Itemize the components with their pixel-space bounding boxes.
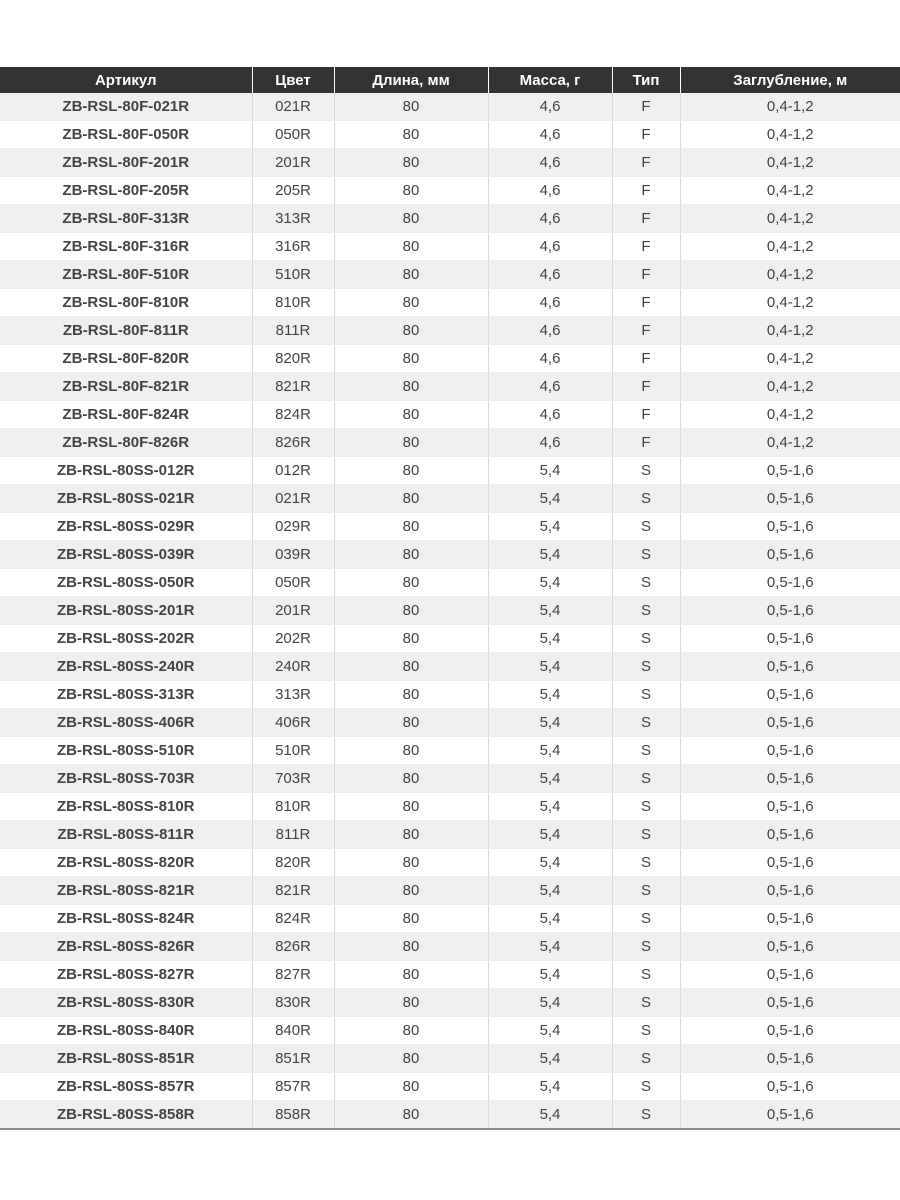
cell-type: S bbox=[612, 989, 680, 1017]
cell-length: 80 bbox=[334, 625, 488, 653]
cell-mass: 5,4 bbox=[488, 681, 612, 709]
cell-color: 824R bbox=[252, 401, 334, 429]
cell-color: 824R bbox=[252, 905, 334, 933]
cell-depth: 0,5-1,6 bbox=[680, 1045, 900, 1073]
cell-article: ZB-RSL-80SS-820R bbox=[0, 849, 252, 877]
cell-mass: 4,6 bbox=[488, 177, 612, 205]
table-row bbox=[0, 681, 900, 709]
cell-length: 80 bbox=[334, 345, 488, 373]
cell-length: 80 bbox=[334, 261, 488, 289]
cell-mass: 5,4 bbox=[488, 1101, 612, 1130]
cell-color: 851R bbox=[252, 1045, 334, 1073]
table-row bbox=[0, 149, 900, 177]
table-header-row bbox=[0, 67, 900, 93]
cell-article: ZB-RSL-80F-811R bbox=[0, 317, 252, 345]
cell-depth: 0,4-1,2 bbox=[680, 317, 900, 345]
cell-depth: 0,4-1,2 bbox=[680, 345, 900, 373]
cell-depth: 0,5-1,6 bbox=[680, 765, 900, 793]
cell-length: 80 bbox=[334, 485, 488, 513]
cell-type: S bbox=[612, 737, 680, 765]
cell-color: 810R bbox=[252, 289, 334, 317]
cell-length: 80 bbox=[334, 1073, 488, 1101]
cell-length: 80 bbox=[334, 905, 488, 933]
cell-type: F bbox=[612, 289, 680, 317]
cell-type: S bbox=[612, 597, 680, 625]
cell-mass: 4,6 bbox=[488, 233, 612, 261]
cell-color: 821R bbox=[252, 877, 334, 905]
cell-depth: 0,5-1,6 bbox=[680, 485, 900, 513]
cell-type: F bbox=[612, 233, 680, 261]
cell-length: 80 bbox=[334, 765, 488, 793]
cell-depth: 0,5-1,6 bbox=[680, 569, 900, 597]
cell-article: ZB-RSL-80SS-840R bbox=[0, 1017, 252, 1045]
table-row bbox=[0, 877, 900, 905]
cell-depth: 0,4-1,2 bbox=[680, 93, 900, 121]
cell-mass: 4,6 bbox=[488, 429, 612, 457]
table-row bbox=[0, 261, 900, 289]
cell-color: 021R bbox=[252, 485, 334, 513]
cell-article: ZB-RSL-80F-510R bbox=[0, 261, 252, 289]
cell-mass: 5,4 bbox=[488, 737, 612, 765]
cell-color: 202R bbox=[252, 625, 334, 653]
cell-mass: 5,4 bbox=[488, 849, 612, 877]
cell-length: 80 bbox=[334, 737, 488, 765]
cell-mass: 5,4 bbox=[488, 1017, 612, 1045]
cell-type: S bbox=[612, 681, 680, 709]
cell-article: ZB-RSL-80SS-021R bbox=[0, 485, 252, 513]
table-row bbox=[0, 401, 900, 429]
cell-color: 205R bbox=[252, 177, 334, 205]
cell-type: S bbox=[612, 541, 680, 569]
cell-mass: 5,4 bbox=[488, 625, 612, 653]
cell-mass: 5,4 bbox=[488, 933, 612, 961]
cell-color: 201R bbox=[252, 149, 334, 177]
cell-depth: 0,5-1,6 bbox=[680, 1017, 900, 1045]
cell-depth: 0,4-1,2 bbox=[680, 401, 900, 429]
cell-depth: 0,5-1,6 bbox=[680, 793, 900, 821]
cell-type: S bbox=[612, 513, 680, 541]
cell-length: 80 bbox=[334, 933, 488, 961]
cell-length: 80 bbox=[334, 373, 488, 401]
cell-mass: 4,6 bbox=[488, 345, 612, 373]
cell-color: 826R bbox=[252, 933, 334, 961]
cell-article: ZB-RSL-80SS-830R bbox=[0, 989, 252, 1017]
cell-article: ZB-RSL-80F-021R bbox=[0, 93, 252, 121]
cell-depth: 0,5-1,6 bbox=[680, 989, 900, 1017]
table-row bbox=[0, 597, 900, 625]
table-row bbox=[0, 765, 900, 793]
cell-length: 80 bbox=[334, 541, 488, 569]
table-row bbox=[0, 709, 900, 737]
cell-mass: 5,4 bbox=[488, 541, 612, 569]
cell-color: 510R bbox=[252, 261, 334, 289]
cell-article: ZB-RSL-80F-205R bbox=[0, 177, 252, 205]
cell-mass: 5,4 bbox=[488, 765, 612, 793]
table-row bbox=[0, 289, 900, 317]
cell-article: ZB-RSL-80SS-824R bbox=[0, 905, 252, 933]
cell-length: 80 bbox=[334, 93, 488, 121]
cell-color: 316R bbox=[252, 233, 334, 261]
cell-article: ZB-RSL-80SS-826R bbox=[0, 933, 252, 961]
cell-type: S bbox=[612, 793, 680, 821]
cell-length: 80 bbox=[334, 233, 488, 261]
cell-depth: 0,5-1,6 bbox=[680, 457, 900, 485]
table-row bbox=[0, 177, 900, 205]
table-row bbox=[0, 233, 900, 261]
cell-mass: 5,4 bbox=[488, 457, 612, 485]
cell-mass: 5,4 bbox=[488, 821, 612, 849]
cell-type: S bbox=[612, 653, 680, 681]
cell-depth: 0,4-1,2 bbox=[680, 429, 900, 457]
cell-article: ZB-RSL-80F-316R bbox=[0, 233, 252, 261]
cell-length: 80 bbox=[334, 121, 488, 149]
cell-color: 012R bbox=[252, 457, 334, 485]
header-mass: Масса, г bbox=[488, 67, 612, 93]
table-body bbox=[0, 93, 900, 1129]
cell-mass: 5,4 bbox=[488, 513, 612, 541]
cell-mass: 4,6 bbox=[488, 205, 612, 233]
cell-length: 80 bbox=[334, 989, 488, 1017]
cell-type: S bbox=[612, 1017, 680, 1045]
cell-color: 050R bbox=[252, 121, 334, 149]
cell-article: ZB-RSL-80SS-851R bbox=[0, 1045, 252, 1073]
cell-color: 840R bbox=[252, 1017, 334, 1045]
table-row bbox=[0, 905, 900, 933]
cell-mass: 4,6 bbox=[488, 121, 612, 149]
table-row bbox=[0, 1045, 900, 1073]
table-row bbox=[0, 1101, 900, 1130]
cell-mass: 4,6 bbox=[488, 401, 612, 429]
cell-length: 80 bbox=[334, 877, 488, 905]
cell-article: ZB-RSL-80F-820R bbox=[0, 345, 252, 373]
cell-depth: 0,5-1,6 bbox=[680, 1101, 900, 1130]
cell-mass: 4,6 bbox=[488, 317, 612, 345]
cell-length: 80 bbox=[334, 821, 488, 849]
table-row bbox=[0, 513, 900, 541]
cell-color: 313R bbox=[252, 205, 334, 233]
header-color: Цвет bbox=[252, 67, 334, 93]
cell-color: 857R bbox=[252, 1073, 334, 1101]
cell-article: ZB-RSL-80F-826R bbox=[0, 429, 252, 457]
cell-article: ZB-RSL-80SS-827R bbox=[0, 961, 252, 989]
cell-length: 80 bbox=[334, 653, 488, 681]
cell-type: S bbox=[612, 849, 680, 877]
cell-type: F bbox=[612, 373, 680, 401]
cell-type: S bbox=[612, 961, 680, 989]
cell-depth: 0,4-1,2 bbox=[680, 205, 900, 233]
cell-depth: 0,5-1,6 bbox=[680, 737, 900, 765]
cell-depth: 0,4-1,2 bbox=[680, 121, 900, 149]
cell-article: ZB-RSL-80F-050R bbox=[0, 121, 252, 149]
cell-length: 80 bbox=[334, 149, 488, 177]
cell-length: 80 bbox=[334, 205, 488, 233]
cell-mass: 4,6 bbox=[488, 149, 612, 177]
cell-type: S bbox=[612, 821, 680, 849]
cell-type: S bbox=[612, 877, 680, 905]
cell-mass: 5,4 bbox=[488, 597, 612, 625]
header-length: Длина, мм bbox=[334, 67, 488, 93]
cell-length: 80 bbox=[334, 401, 488, 429]
cell-mass: 5,4 bbox=[488, 905, 612, 933]
cell-article: ZB-RSL-80SS-811R bbox=[0, 821, 252, 849]
cell-mass: 4,6 bbox=[488, 93, 612, 121]
cell-type: F bbox=[612, 401, 680, 429]
table-row bbox=[0, 457, 900, 485]
table-row bbox=[0, 737, 900, 765]
cell-type: F bbox=[612, 345, 680, 373]
cell-type: S bbox=[612, 933, 680, 961]
cell-depth: 0,5-1,6 bbox=[680, 961, 900, 989]
table-row bbox=[0, 1017, 900, 1045]
cell-type: S bbox=[612, 905, 680, 933]
table-row bbox=[0, 1073, 900, 1101]
cell-depth: 0,5-1,6 bbox=[680, 905, 900, 933]
cell-color: 029R bbox=[252, 513, 334, 541]
cell-length: 80 bbox=[334, 597, 488, 625]
table-row bbox=[0, 625, 900, 653]
cell-color: 201R bbox=[252, 597, 334, 625]
cell-article: ZB-RSL-80SS-029R bbox=[0, 513, 252, 541]
cell-article: ZB-RSL-80SS-201R bbox=[0, 597, 252, 625]
cell-color: 811R bbox=[252, 821, 334, 849]
cell-article: ZB-RSL-80SS-821R bbox=[0, 877, 252, 905]
table-row bbox=[0, 317, 900, 345]
cell-mass: 5,4 bbox=[488, 1045, 612, 1073]
cell-article: ZB-RSL-80SS-313R bbox=[0, 681, 252, 709]
cell-type: S bbox=[612, 485, 680, 513]
cell-color: 021R bbox=[252, 93, 334, 121]
cell-article: ZB-RSL-80SS-810R bbox=[0, 793, 252, 821]
cell-article: ZB-RSL-80SS-510R bbox=[0, 737, 252, 765]
cell-color: 830R bbox=[252, 989, 334, 1017]
cell-length: 80 bbox=[334, 1045, 488, 1073]
cell-length: 80 bbox=[334, 429, 488, 457]
cell-depth: 0,4-1,2 bbox=[680, 261, 900, 289]
cell-article: ZB-RSL-80F-824R bbox=[0, 401, 252, 429]
cell-length: 80 bbox=[334, 457, 488, 485]
cell-length: 80 bbox=[334, 1017, 488, 1045]
cell-color: 820R bbox=[252, 345, 334, 373]
cell-article: ZB-RSL-80F-313R bbox=[0, 205, 252, 233]
cell-type: S bbox=[612, 625, 680, 653]
cell-mass: 5,4 bbox=[488, 709, 612, 737]
cell-type: S bbox=[612, 457, 680, 485]
table-row bbox=[0, 485, 900, 513]
cell-depth: 0,4-1,2 bbox=[680, 177, 900, 205]
cell-length: 80 bbox=[334, 177, 488, 205]
table-row bbox=[0, 961, 900, 989]
cell-type: F bbox=[612, 121, 680, 149]
cell-color: 510R bbox=[252, 737, 334, 765]
cell-type: S bbox=[612, 569, 680, 597]
cell-mass: 5,4 bbox=[488, 877, 612, 905]
cell-depth: 0,5-1,6 bbox=[680, 541, 900, 569]
cell-color: 821R bbox=[252, 373, 334, 401]
cell-mass: 4,6 bbox=[488, 289, 612, 317]
table-row bbox=[0, 849, 900, 877]
cell-article: ZB-RSL-80SS-703R bbox=[0, 765, 252, 793]
cell-length: 80 bbox=[334, 1101, 488, 1130]
cell-article: ZB-RSL-80F-821R bbox=[0, 373, 252, 401]
table-row bbox=[0, 205, 900, 233]
cell-type: S bbox=[612, 765, 680, 793]
table-row bbox=[0, 373, 900, 401]
cell-color: 313R bbox=[252, 681, 334, 709]
cell-article: ZB-RSL-80SS-050R bbox=[0, 569, 252, 597]
cell-article: ZB-RSL-80SS-039R bbox=[0, 541, 252, 569]
cell-type: F bbox=[612, 317, 680, 345]
cell-length: 80 bbox=[334, 681, 488, 709]
cell-article: ZB-RSL-80SS-012R bbox=[0, 457, 252, 485]
cell-length: 80 bbox=[334, 289, 488, 317]
header-type: Тип bbox=[612, 67, 680, 93]
cell-length: 80 bbox=[334, 569, 488, 597]
cell-article: ZB-RSL-80F-810R bbox=[0, 289, 252, 317]
table-row bbox=[0, 933, 900, 961]
cell-type: F bbox=[612, 261, 680, 289]
cell-type: S bbox=[612, 709, 680, 737]
cell-depth: 0,5-1,6 bbox=[680, 597, 900, 625]
cell-mass: 4,6 bbox=[488, 373, 612, 401]
header-depth: Заглубление, м bbox=[680, 67, 900, 93]
cell-length: 80 bbox=[334, 849, 488, 877]
cell-color: 811R bbox=[252, 317, 334, 345]
cell-color: 039R bbox=[252, 541, 334, 569]
cell-depth: 0,5-1,6 bbox=[680, 513, 900, 541]
table-row bbox=[0, 121, 900, 149]
cell-color: 703R bbox=[252, 765, 334, 793]
cell-article: ZB-RSL-80F-201R bbox=[0, 149, 252, 177]
cell-length: 80 bbox=[334, 793, 488, 821]
cell-type: S bbox=[612, 1045, 680, 1073]
spec-table bbox=[0, 67, 900, 1130]
table-row bbox=[0, 653, 900, 681]
cell-depth: 0,4-1,2 bbox=[680, 373, 900, 401]
cell-depth: 0,4-1,2 bbox=[680, 289, 900, 317]
cell-length: 80 bbox=[334, 513, 488, 541]
cell-mass: 5,4 bbox=[488, 1073, 612, 1101]
cell-color: 406R bbox=[252, 709, 334, 737]
cell-article: ZB-RSL-80SS-202R bbox=[0, 625, 252, 653]
cell-color: 810R bbox=[252, 793, 334, 821]
cell-mass: 5,4 bbox=[488, 793, 612, 821]
cell-color: 820R bbox=[252, 849, 334, 877]
cell-article: ZB-RSL-80SS-406R bbox=[0, 709, 252, 737]
cell-mass: 5,4 bbox=[488, 989, 612, 1017]
table-row bbox=[0, 541, 900, 569]
cell-type: S bbox=[612, 1073, 680, 1101]
table-row bbox=[0, 821, 900, 849]
cell-depth: 0,5-1,6 bbox=[680, 821, 900, 849]
table-row bbox=[0, 429, 900, 457]
cell-color: 826R bbox=[252, 429, 334, 457]
cell-mass: 5,4 bbox=[488, 961, 612, 989]
cell-article: ZB-RSL-80SS-240R bbox=[0, 653, 252, 681]
cell-color: 827R bbox=[252, 961, 334, 989]
table-row bbox=[0, 989, 900, 1017]
cell-type: F bbox=[612, 177, 680, 205]
header-article: Артикул bbox=[0, 67, 252, 93]
cell-article: ZB-RSL-80SS-858R bbox=[0, 1101, 252, 1130]
cell-mass: 4,6 bbox=[488, 261, 612, 289]
cell-mass: 5,4 bbox=[488, 653, 612, 681]
table-row bbox=[0, 345, 900, 373]
cell-depth: 0,5-1,6 bbox=[680, 681, 900, 709]
cell-mass: 5,4 bbox=[488, 485, 612, 513]
table-row bbox=[0, 793, 900, 821]
table-row bbox=[0, 569, 900, 597]
cell-type: F bbox=[612, 93, 680, 121]
cell-depth: 0,5-1,6 bbox=[680, 709, 900, 737]
cell-color: 050R bbox=[252, 569, 334, 597]
cell-color: 858R bbox=[252, 1101, 334, 1130]
cell-type: F bbox=[612, 429, 680, 457]
cell-length: 80 bbox=[334, 317, 488, 345]
cell-mass: 5,4 bbox=[488, 569, 612, 597]
cell-type: F bbox=[612, 205, 680, 233]
cell-length: 80 bbox=[334, 709, 488, 737]
cell-depth: 0,5-1,6 bbox=[680, 1073, 900, 1101]
cell-depth: 0,5-1,6 bbox=[680, 877, 900, 905]
cell-depth: 0,4-1,2 bbox=[680, 233, 900, 261]
cell-color: 240R bbox=[252, 653, 334, 681]
cell-article: ZB-RSL-80SS-857R bbox=[0, 1073, 252, 1101]
cell-length: 80 bbox=[334, 961, 488, 989]
table-row bbox=[0, 93, 900, 121]
cell-depth: 0,5-1,6 bbox=[680, 849, 900, 877]
cell-type: S bbox=[612, 1101, 680, 1130]
cell-depth: 0,5-1,6 bbox=[680, 653, 900, 681]
cell-depth: 0,4-1,2 bbox=[680, 149, 900, 177]
cell-type: F bbox=[612, 149, 680, 177]
cell-depth: 0,5-1,6 bbox=[680, 625, 900, 653]
cell-depth: 0,5-1,6 bbox=[680, 933, 900, 961]
